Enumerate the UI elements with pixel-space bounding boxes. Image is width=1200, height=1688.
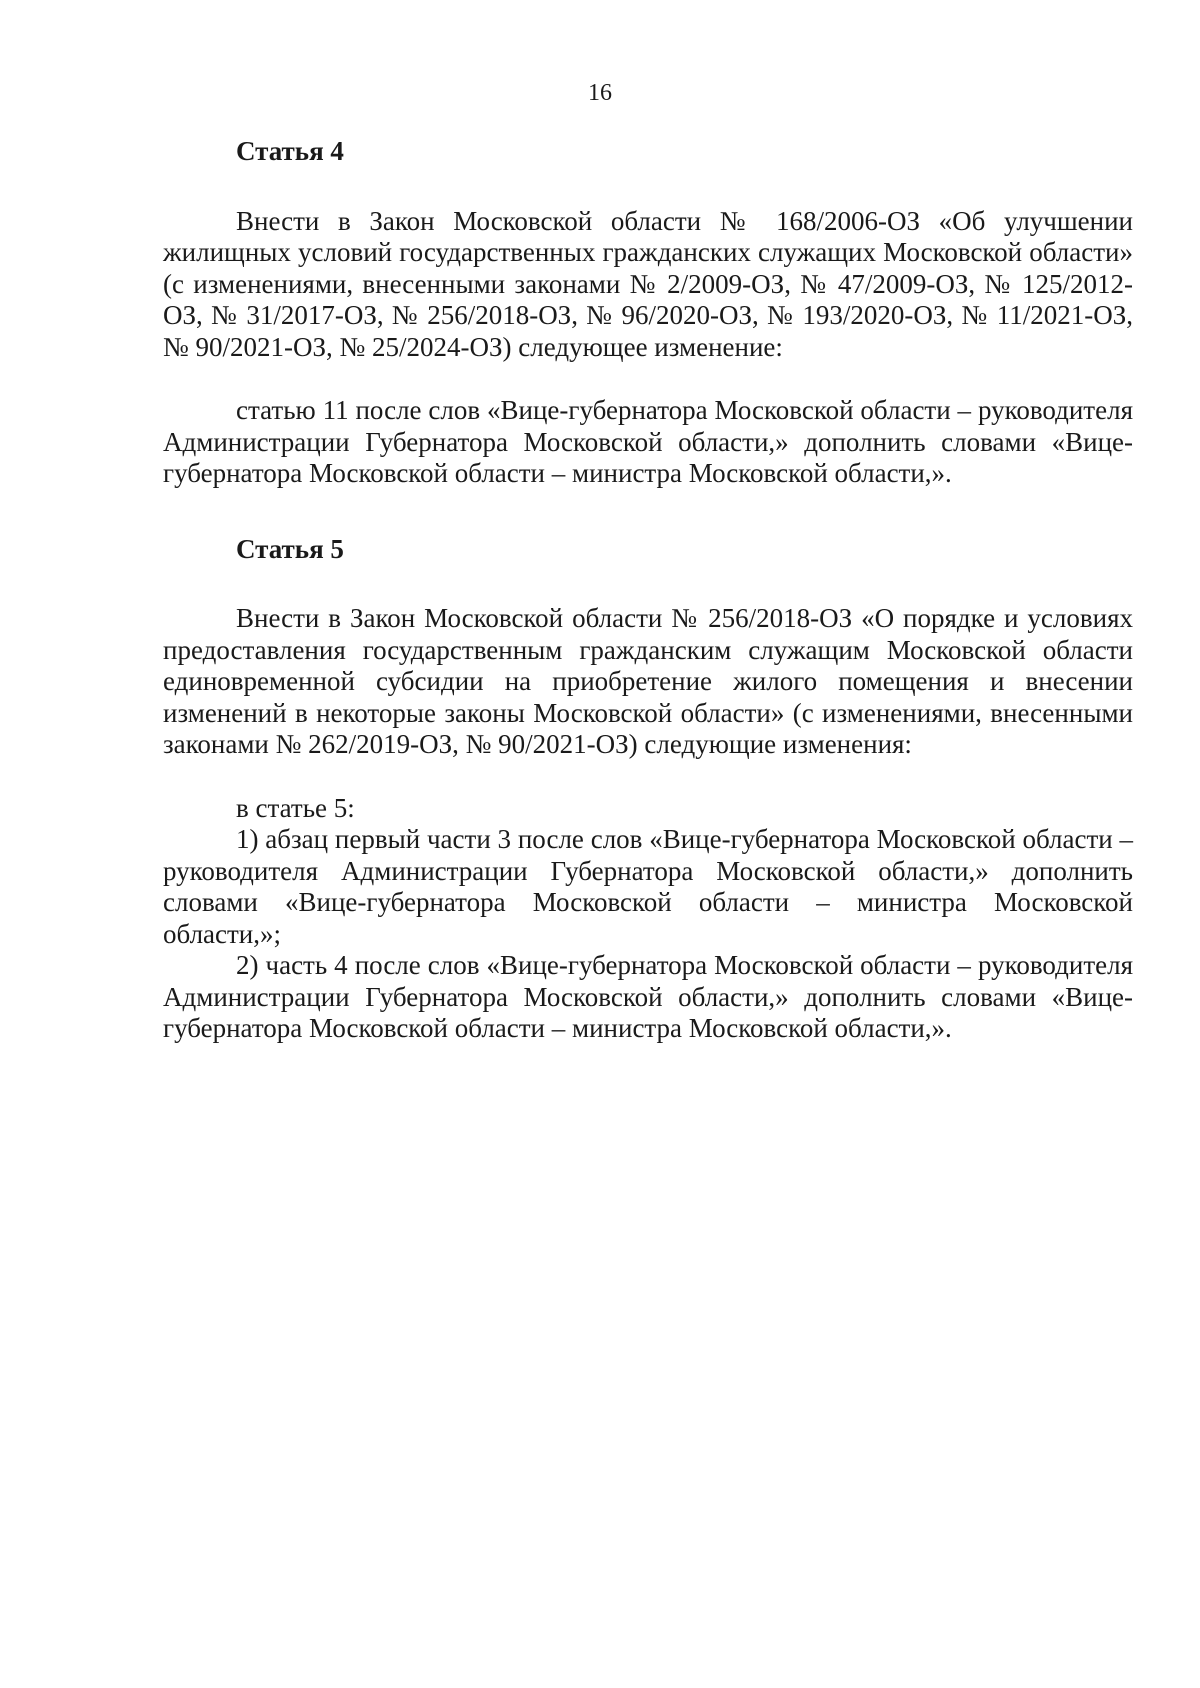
article-4-paragraph-1: Внести в Закон Московской области № 168/2006-ОЗ «Об улучшении жилищных условий государственных гражданских служащих Московской области» (с изменениями, внесенными законами № 2/2009-ОЗ, № 47/2009-ОЗ, № 125/2012-ОЗ, № 31/2017-ОЗ, № 256/2018-ОЗ, № 96/2020-ОЗ, № 193/2020-ОЗ, № 11/2021-ОЗ, № 90/2021-ОЗ, № 25/2024-ОЗ) следующее изменение: <box>163 205 1133 362</box>
page-number: 16 <box>588 80 612 106</box>
article-5-paragraph-2: в статье 5: <box>236 792 355 823</box>
article-5-item-1: 1) абзац первый части 3 после слов «Вице-губернатора Московской области – руководителя Администрации Губернатора Московской области,» дополнить словами «Вице-губернатора Московской области – министра Московской области,»; <box>163 824 1133 949</box>
article-5-title: Статья 5 <box>236 533 344 564</box>
article-5-item-2: 2) часть 4 после слов «Вице-губернатора Московской области – руководителя Администрации Губернатора Московской области,» дополнить словами «Вице-губернатора Московской области – министра Московской области,». <box>163 950 1133 1043</box>
document-body <box>163 136 1133 1045</box>
article-4-paragraph-2: статью 11 после слов «Вице-губернатора Московской области – руководителя Администрации Губернатора Московской области,» дополнить словами «Вице-губернатора Московской области – министра Московской области,». <box>163 395 1133 488</box>
article-5-paragraph-1: Внести в Закон Московской области № 256/2018-ОЗ «О порядке и условиях предоставления государственным гражданским служащим Московской области единовременной субсидии на приобретение жилого помещения и внесении изменений в некоторые законы Московской области» (с изменениями, внесенными законами № 262/2019-ОЗ, № 90/2021-ОЗ) следующие изменения: <box>163 603 1133 759</box>
article-4-title: Статья 4 <box>236 136 344 166</box>
